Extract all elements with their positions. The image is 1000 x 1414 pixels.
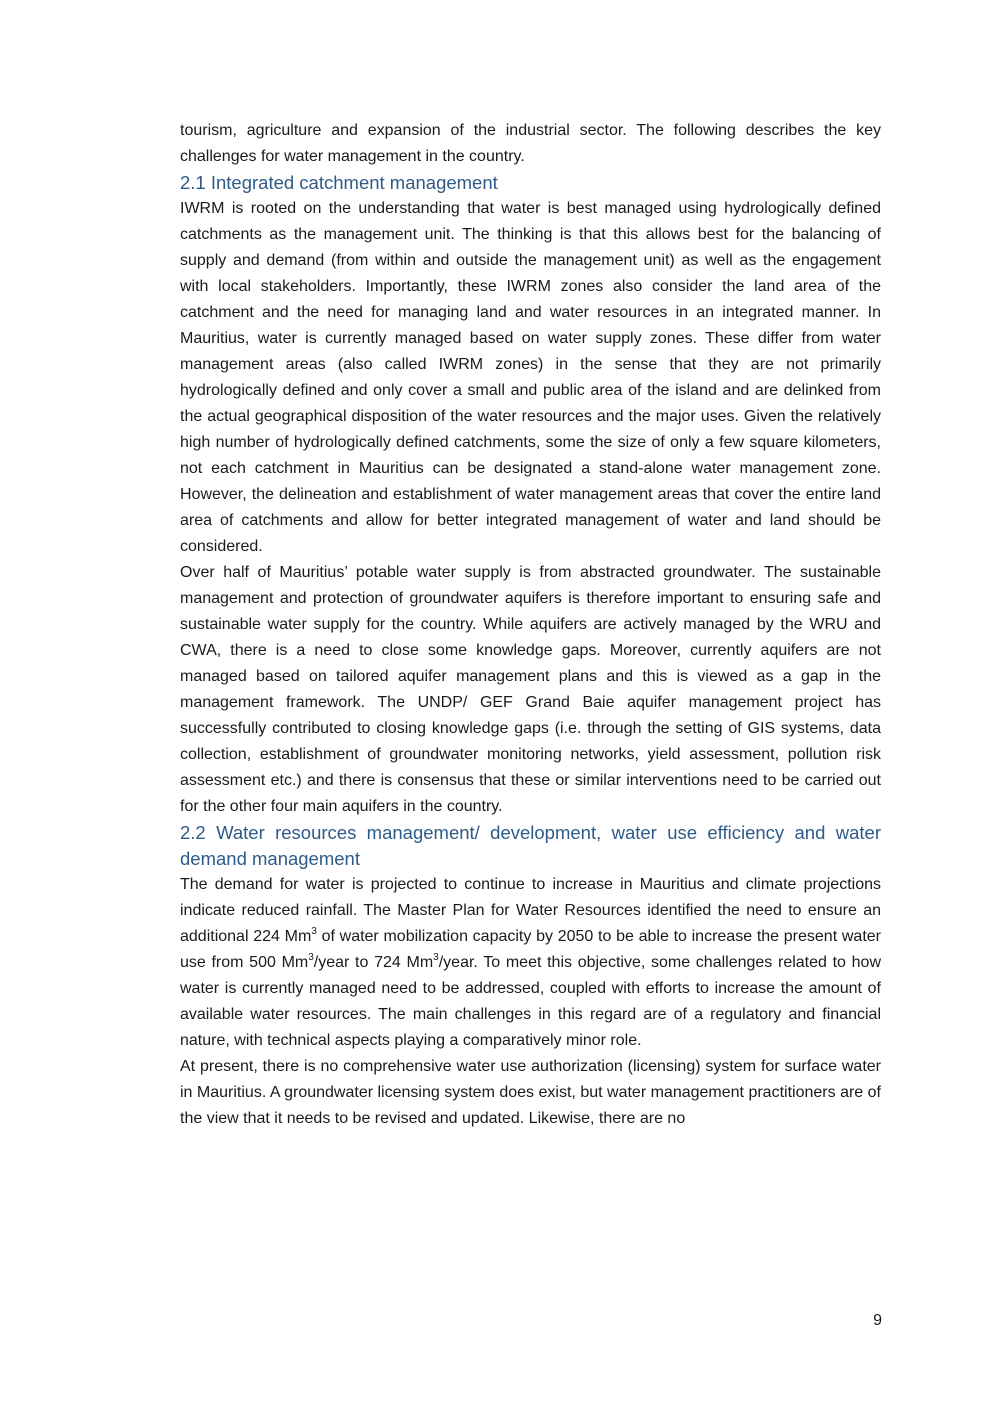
- superscript-3: 3: [311, 926, 317, 937]
- section-2-1-paragraph-1: IWRM is rooted on the understanding that water is best managed using hydrologically defined catchments as the management unit. The thinking is that this allows best for the balancing of supply and demand (from within and outside the management unit) as well as the engagement with local stakeholders. Importantly, these IWRM zones also consider the land area of the catchment and the need for managing land and water resources in an integrated manner. In Mauritius, water is currently managed based on water supply zones. These differ from water management areas (also called IWRM zones) in the sense that they are not primarily hydrologically defined and only cover a small and public area of the island and are delinked from the actual geographical disposition of the water resources and the major uses. Given the relatively high number of hydrologically defined catchments, some the size of only a few square kilometers, not each catchment in Mauritius can be designated a stand-alone water management zone. However, the delineation and establishment of water management areas that cover the entire land area of catchments and allow for better integrated management of water and land should be considered.: [180, 200, 881, 555]
- section-2-2-paragraph-1-part-3: /year to 724 Mm: [313, 954, 434, 971]
- section-2-2-paragraph-1-part-4: /year. To meet this objective, some challenges related to how water is currently managed need to be addressed, coupled with efforts to increase the amount of available water resources. The main challenges in this regard are of a regulatory and financial nature, with technical aspects playing a comparatively minor role.: [180, 954, 882, 1049]
- intro-paragraph: tourism, agriculture and expansion of the industrial sector. The following describes the key challenges for water management in the country.: [180, 122, 881, 165]
- section-heading-2-1: 2.1 Integrated catchment management: [180, 172, 498, 193]
- page-number: 9: [873, 1312, 882, 1329]
- superscript-3: 3: [308, 952, 314, 963]
- section-2-2-paragraph-1-part-2: of water mobilization capacity by 2050 to be able to increase the present water use from 500 Mm: [180, 928, 881, 971]
- section-2-2-paragraph-1: [180, 872, 881, 1054]
- document-page: [180, 118, 881, 1132]
- section-2-2-paragraph-2: At present, there is no comprehensive water use authorization (licensing) system for surface water in Mauritius. A groundwater licensing system does exist, but water management practitioners are of the view that it needs to be revised and updated. Likewise, there are no: [180, 1058, 881, 1127]
- section-2-1-paragraph-2: Over half of Mauritius’ potable water supply is from abstracted groundwater. The sustainable management and protection of groundwater aquifers is therefore important to ensuring safe and sustainable water supply for the country. While aquifers are actively managed by the WRU and CWA, there is a need to close some knowledge gaps. Moreover, currently aquifers are not managed based on tailored aquifer management plans and this is viewed as a gap in the management framework. The UNDP/ GEF Grand Baie aquifer management project has successfully contributed to closing knowledge gaps (i.e. through the setting of GIS systems, data collection, establishment of groundwater monitoring networks, yield assessment, pollution risk assessment etc.) and there is consensus that these or similar interventions need to be carried out for the other four main aquifers in the country.: [180, 564, 881, 815]
- superscript-3: 3: [433, 952, 439, 963]
- section-heading-2-2: 2.2 Water resources management/ development, water use efficiency and water demand management: [180, 822, 881, 869]
- section-2-2-paragraph-1-part-1: The demand for water is projected to continue to increase in Mauritius and climate projections indicate reduced rainfall. The Master Plan for Water Resources identified the need to ensure an additional 224 Mm: [180, 876, 881, 945]
